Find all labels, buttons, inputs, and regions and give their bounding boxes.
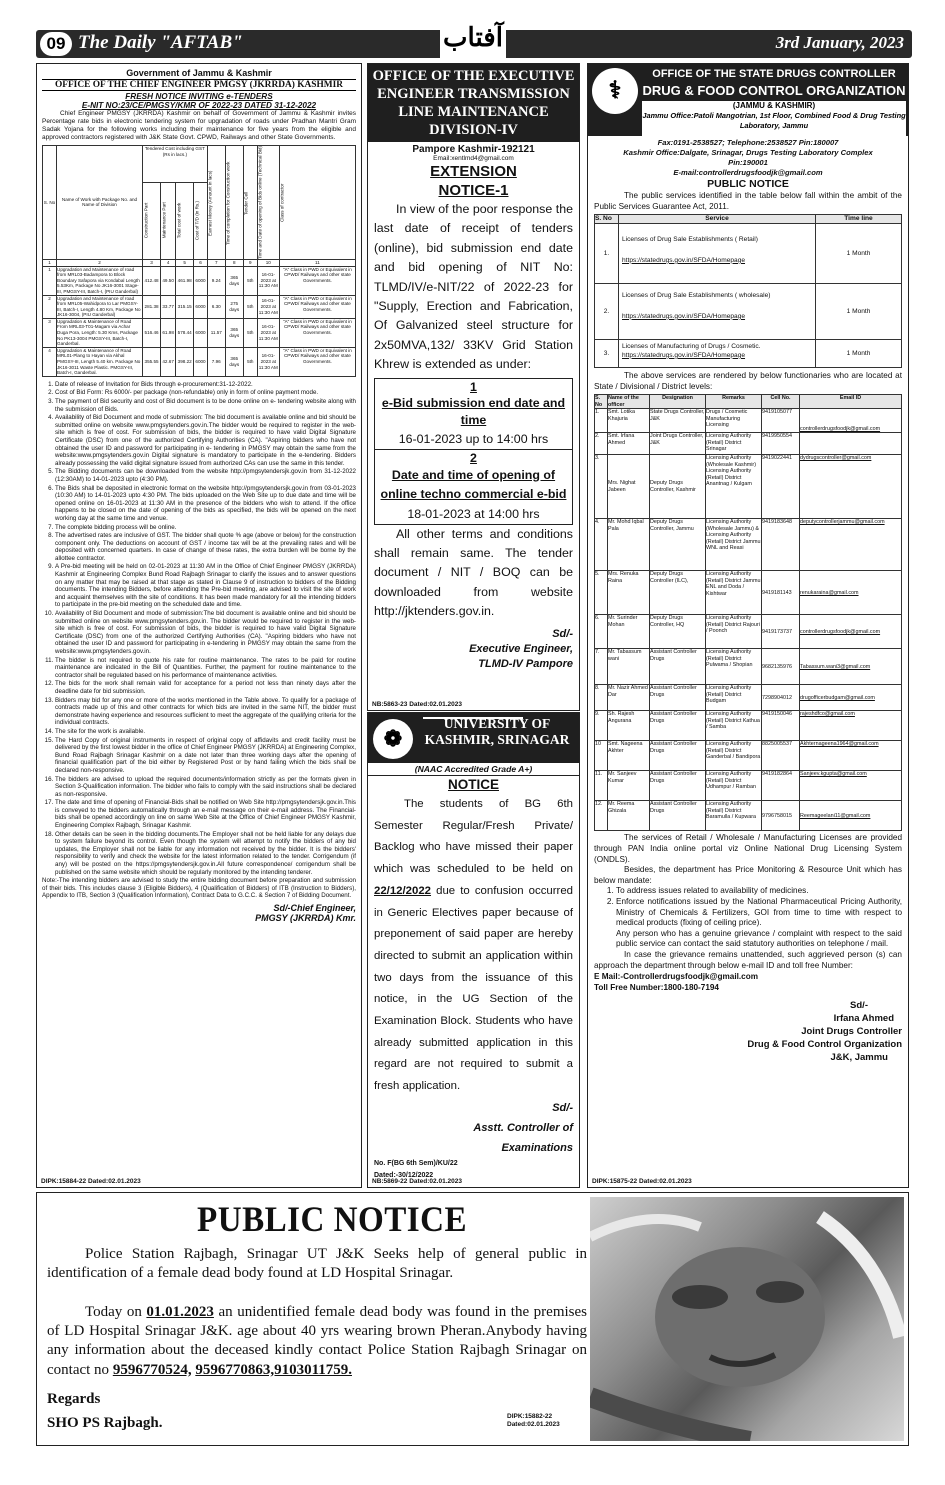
police-para1: Police Station Rajbagh, Srinagar UT J&K Seeks help of general public in identification of a female dead body found at LD Hospital Srinagar. — [47, 1246, 587, 1282]
police-regards: Regards — [47, 1391, 101, 1407]
police-notice-title: PUBLIC NOTICE — [197, 1199, 468, 1239]
list-item: 12. The bids for the work shall remain valid for acceptance for a period not less than ninety days after the deadline date for bid submission. — [55, 680, 356, 695]
service-link[interactable]: https://statedrugs.gov.in/SFDA/Homepage — [622, 312, 746, 320]
jammu-office: Jammu Office:Patoli Mangotrian, 1st Floor, Combined Food & Drug Testing Laboratory, Jammu — [642, 111, 906, 130]
police-sho: SHO PS Rajbagh. — [47, 1415, 163, 1431]
table-row: 9. Sh. Rajesh Angurana Assistant Controller Drugs Licensing Authority (Retail) District Kathua / Samba 9419150046 rajeshdfco@gmail.com — [595, 711, 902, 741]
officer-email[interactable]: rajeshdfco@gmail.com — [800, 711, 902, 741]
list-item: 5. The Bidding documents can be downloaded from the website http://pmgsytendersjk.gov.in from 31-12-2022 (12:30AM) to 14-01-2023 upto (4:30 PM). — [55, 468, 356, 483]
officers-table: S. No Name of the officer Designation Remarks Cell No. Email ID 1. Smt. Lotika Khajuria State Drugs Controller, J&K Drugs / Cosmetic Manufacturing Licensing 9419105077 controllerdrugsfoodjk@gmail.com 2. Smt. Irfana Ahmed Joint Drugs Controller, J&K Licensing Authority (Retail) District Srinagar 9419950554 3. Mrs. Nighat Jabeen Deputy Drugs Controller, Kashmir Licensing Authority (Wholesale Kashmir) Licensing Authority (Retail) District Anantnag / Kulgam 9419022441 dydrugscontroller@gmail.com 4. Mr. Mohd Iqbal Pala Deputy Drugs Controller, Jammu Licensing Authority (Wholesale Jammu) & Licensing Authority (Retail) District Jammu WNL and Reasi 9419183648 deputycontrollerjammu@gmail.com 5. Mrs. Renuka Raina Deputy Drugs Controller (ILC), Licensing Authority (Retail) District Jammu ENL and Doda / Kishtwar 9419181143 renukaraina@gmail.com 6. Mr. Surinder Mohan Deputy Drugs Controller, HQ Licensing Authority (Retail) District Rajouri / Poonch 9419173737 controllerdrugsfoodjk@gmail.com 7. Mr. Tabassum wani Assistant Controller Drugs Licensing Authority (Retail) District Pulwama / Shopian 9682135976 Tabassum.wani3@gmail.com 8. Mr. Nazir Ahmed Dar Assistant Controller Drugs Licensing Authority (Retail) District Budgam 7298904012 drugofficerbudgam@gmail.com 9. Sh. Rajesh Angurana Assistant Controller Drugs Licensing Authority (Retail) District Kathua / Samba 9419150046 rajeshdfco@gmail.com 10 Smt. Nageena Akhter Assistant Controller Drugs Licensing Authority (Retail) District Ganderbal / Bandipora 8825005537 Akhternageena1964@gmail.com 11. Mr. Sanjeev Kumar Assistant Controller Drugs Licensing Authority (Retail) District Udhampur / Ramban 9419182864 Sanjeev.kgupta@gmail.com 12. Mr. Reema Ghizala Assistant Controller Drugs Licensing Authority (Retail) District Baramulla / Kupwara 9796758015 Reemageelani11@gmail.com — [594, 394, 902, 831]
pmgsy-office: OFFICE OF THE CHIEF ENGINEER PMGSY (JKRRDA) KASHMIR — [42, 79, 356, 91]
transmission-body: In view of the poor response the last date of receipt of tenders (online), bid submission end date and bid opening of NIT No: TLMD/IV/e-NIT/22 of 2022-23 for "Supply, Erection and Fabrication, Of Galvanized steel structure for 2x50MVA,132/ 33KV Grid Station Khrew is extended as under: — [374, 202, 573, 372]
extension-heading: EXTENSION — [430, 163, 517, 180]
service-link[interactable]: https://statedrugs.gov.in/SFDA/Homepage — [622, 256, 746, 264]
pmgsy-tender-notice — [36, 63, 362, 1188]
th-total: Total cost of work — [176, 182, 194, 259]
services-table: S. No Service Time line 1. Licenses of Drug Sale Establishments ( Retail) https://statedrugs.gov.in/SFDA/Homepage 1 Month 2. Licenses of Drug Sale Establishments ( wholesale) https://statedrugs.gov.in/SFDA/Homepage 1 Month 3. Licenses of Manufacturing of Drugs / Cosmetic. https://statedrugs.gov.in/SFDA/Homepage 1 Month — [594, 214, 902, 368]
contact-phone-1[interactable]: 9596770524, — [112, 1361, 192, 1378]
kashmir-office: Kashmir Office:Dalgate, Srinagar, Drugs Testing Laboratory Complex — [623, 148, 873, 157]
drugs-para3: Any person who has a genuine grievance / complaint with respect to the said public service can contact the said statutory authorities on telephone / mail. — [616, 928, 902, 949]
university-nb: NB:5869-22 Dated:02.01.2023 — [372, 1178, 462, 1185]
list-item: 4. Availability of Bid Document and mode of submission: The bid document is available online and bid should be submitted online on website www.pmgsytenders.gov.in.The bidder would be required to register in the web-site which is free of cost. For submission of bids, the bidder is required to have valid Digital Signature Certificate (DSC) from one of the authorized Certifying Authorities (CA). "Aspiring bidders who have not obtained the user ID and password for participating in e- tendering in PMGSY may obtain the same from the website:www.pmgsytenders.gov.in Digital signature is mandatory to participate in the e-tendering. Bidders already possessing the valid digital signature issued from authorized CAs can use the same in this tender. — [55, 414, 356, 467]
list-item: 14. The site for the work is available. — [55, 728, 356, 736]
item2-value: 18-01-2023 at 14:00 hrs — [407, 506, 540, 521]
exam-date: 22/12/2022 — [374, 884, 432, 897]
list-item: 16. The bidders are advised to upload the required documents/information strictly as per the formats given in Section 3-Qualification information. The bidder who fails to comply with the said instructions shall be declared as non-responsive. — [55, 776, 356, 799]
drugs-sign4: Drug & Food Control Organization — [747, 1039, 902, 1051]
th-emd: Earnest Money (Amount in lacs) — [207, 146, 225, 260]
conditions-list — [42, 381, 356, 876]
list-item: 13. Bidders may bid for any one or more of the works mentioned in the Table above. To qualify for a package of contracts made up of this and other contracts for which bids are invited in the same NIT, the bidder must demonstrate having experience and resources sufficient to meet the aggregate of the qualifying criteria for the individual contracts. — [55, 697, 356, 727]
drugs-para2: Besides, the department has Price Monitoring & Resource Unit which has below mandate: — [594, 865, 902, 885]
list-item: 7. The complete bidding process will be online. — [55, 524, 356, 532]
mandate-list — [594, 886, 902, 928]
govt-line: Government of Jammu & Kashmir — [126, 68, 272, 78]
officer-email[interactable]: deputycontrollerjammu@gmail.com — [800, 519, 902, 571]
table-row: 1. Licenses of Drug Sale Establishments ( Retail) https://statedrugs.gov.in/SFDA/Homepage 1 Month — [595, 224, 902, 284]
notice-heading: FRESH NOTICE INVITING e-TENDERS — [125, 92, 273, 101]
drugs-seal-icon: ⚕ — [592, 68, 638, 114]
list-item: 10. Availability of Bid Document and mode of submission:The bid document is available online and bid should be submitted online on website www.pmgsytenders.gov.in. The bidder would be required to register in the web-site which is free of cost. For submission of bids, the bidder is required to have valid Digital Signature Certificate (DSC) from one of the authorized Certifying Authorities (CA). "Aspiring bidders who have not obtained the user ID and password for participating in e-tendering in PMGSY may obtain the same from the website:www.pmgsytenders.gov.in. — [55, 610, 356, 656]
table-col-number-row: 1 2 3 4 5 6 7 8 9 10 11 — [43, 259, 356, 266]
pmgsy-sign1: Sd/-Chief Engineer, — [273, 903, 356, 914]
table-row: 2 Upgradation and Maintenance of road from MRL05-Wahidpora to Lar PMGSY-III, Batch-I, Length 4.80 Km, Package No JK16-3004, (PIU Ganderbal) 281.38 33.77 315.15 6000 6.30 275 days 5th 16-01-2023 at 11:30 AM "A" Class in PWD or Equivalent in CPWD/ Railways and other state Governments. — [43, 295, 356, 318]
list-item: 11. The bidder is not required to quote his rate for routine maintenance. The rates to be paid for routine maintenance are indicated in the Bill of Quantities. Further, the payment for routine maintenance to the contractor shall be regulated based on his performance of maintenance activities. — [55, 657, 356, 680]
table-row: 8. Mr. Nazir Ahmed Dar Assistant Controller Drugs Licensing Authority (Retail) District Budgam 7298904012 drugofficerbudgam@gmail.com — [595, 685, 902, 711]
university-sign2: Asstt. Controller of — [473, 1121, 573, 1134]
table-row: 3. Licenses of Manufacturing of Drugs / Cosmetic. https://statedrugs.gov.in/SFDA/Homepage 1 Month — [595, 340, 902, 368]
naac-grade: (NAAC Accredited Grade A+) — [368, 763, 579, 776]
th-sno: S. No — [43, 146, 57, 260]
drugs-office2: DRUG & FOOD CONTROL ORGANIZATION — [642, 83, 906, 98]
table-row: 12. Mr. Reema Ghizala Assistant Controller Drugs Licensing Authority (Retail) District Baramulla / Kupwara 9796758015 Reemageelani11@gmail.com — [595, 801, 902, 831]
pmgsy-dipk: DIPK:15884-22 Dated:02.01.2023 — [41, 1178, 141, 1185]
list-item: 17. The date and time of opening of Financial-Bids shall be notified on Web Site http://pmgsytendersjk.gov.in.This is conveyed to the bidders automatically through an e-mail message on their e-mail address. The Financial-bids shall be opened accordingly on line on same Web Site at the Office of Chief Engineer PMGSY Kashmir, Engineering Complex Rajbagh, Srinagar Kashmir. — [55, 799, 356, 829]
university-notice-heading: NOTICE — [447, 777, 499, 792]
table-row: 2. Smt. Irfana Ahmed Joint Drugs Controller, J&K Licensing Authority (Retail) District Srinagar 9419950554 — [595, 433, 902, 455]
transmission-closing: All other terms and conditions shall remain same. The tender document / NIT / BOQ can be downloaded from website http://jktenders.gov.in. — [374, 526, 573, 619]
transmission-sign3: TLMD-IV Pampore — [478, 657, 573, 670]
transmission-office: OFFICE OF THE EXECUTIVE ENGINEER TRANSMISSION LINE MAINTENANCE DIVISION-IV — [368, 64, 579, 142]
item1-title: e-Bid submission end date and time — [381, 395, 566, 427]
list-item: 2. Enforce notifications issued by the National Pharmaceutical Pricing Authority, Ministry of Chemicals & Fertilizers, GOI from time to time with respect to medical products (fixing of ceiling price). — [616, 897, 902, 929]
kashmir-university-notice — [367, 712, 580, 1188]
table-row: 7. Mr. Tabassum wani Assistant Controller Drugs Licensing Authority (Retail) District Pulwama / Shopian 9682135976 Tabassum.wani3@gmail.com — [595, 649, 902, 685]
table-row: 4 Upgradation & Maintenance of Road MRL01-Plang to Hayan via Akhal PMGSY-III, Length 5.40 km. Package No JK16-3011 Waste Plastic. PMGSY-III, Batch-I, Ganderbal. 355.55 42.67 398.22 6000 7.96 365 days 5th 16-01-2023 at 11:30 AM "A" Class in PWD or Equivalent in CPWD/ Railways and other state Governments. — [43, 347, 356, 376]
th-group: Tendered Cost including GST (Rs in lacs.) — [143, 146, 208, 183]
officer-email[interactable]: Tabassum.wani3@gmail.com — [800, 649, 902, 685]
table-row: 4. Mr. Mohd Iqbal Pala Deputy Drugs Controller, Jammu Licensing Authority (Wholesale Jammu) & Licensing Authority (Retail) District Jammu WNL and Reasi 9419183648 deputycontrollerjammu@gmail.com — [595, 519, 902, 571]
university-body: The students of BG 6th Semester Regular/Fresh Private/ Backlog who have missed their paper which was scheduled to be held on 22/12/2022 due to confusion occurred in Generic Electives paper because of preponement of said paper are hereby directed to submit an application within two days from the issuance of this notice, in the UG Section of the Examination Block. Students who have already submitted application in this regard are not required to submit a fresh application. — [374, 798, 574, 1093]
list-item: 3. The payment of Bid security and cost of Bid document is to be done online on e- tendering website along with the submission of Bids. — [55, 398, 356, 413]
police-dipk: DIPK:15882-22 — [507, 1413, 553, 1420]
transmission-place: Pampore Kashmir-192121 — [412, 144, 535, 155]
toll-free-number: Toll Free Number:1800-180-7194 — [594, 983, 719, 993]
list-item: 8. The advertised rates are inclusive of GST. The bidder shall quote % age (above or below) for the construction component only. The deductions on account of GST / income tax will be at the prevailing rates and will be deposited with concerned quarters. In case of change of these rates, the extra burden will be borne by the allottee contractor. — [55, 532, 356, 562]
works-table — [42, 145, 356, 377]
table-row: 5. Mrs. Renuka Raina Deputy Drugs Controller (ILC), Licensing Authority (Retail) District Jammu ENL and Doda / Kishtwar 9419181143 renukaraina@gmail.com — [595, 571, 902, 615]
table-row: 1. Smt. Lotika Khajuria State Drugs Controller, J&K Drugs / Cosmetic Manufacturing Licensing 9419105077 controllerdrugsfoodjk@gmail.com — [595, 409, 902, 433]
drugs-sign2: Irfana Ahmed — [833, 1013, 894, 1025]
drugs-email: E-mail:controllerdrugsfoodjk@gmail.com — [673, 168, 823, 177]
photo-cloth-shape — [820, 1217, 900, 1337]
photo-eye-shape — [756, 1281, 804, 1303]
transmission-nb: NB:5863-23 Dated:02.01.2023 — [372, 701, 462, 708]
officer-email[interactable]: Akhternageena1964@gmail.com — [800, 741, 902, 771]
drugs-office1: OFFICE OF THE STATE DRUGS CONTROLLER — [652, 68, 896, 80]
body-found-date: 01.01.2023 — [146, 1304, 214, 1320]
th-class: Class of contractor — [279, 146, 355, 260]
issue-date: 3rd January, 2023 — [775, 33, 904, 52]
list-item: 6. The Bids shall be deposited in electronic format on the website http://pmgsytendersjk.gov.in from 03-01-2023 (10:30 AM) to 14-01-2023 upto 4:30 PM. The bids uploaded on the Web Site up to due date and time will be opened online on 16-01-2023 at 11:30 AM in the presence of the bidders who wish to attend. If the office happens to be closed on the date of opening of the bids as specified, the bids will be opened on the next working day at the same time and venue. — [55, 485, 356, 523]
list-item: 18. Other details can be seen in the bidding documents.The Employer shall not be held liable for any delays due to system failure beyond its control. Even though the system will attempt to notify the bidders of any bid updates, the Employer shall not be liable for any information not received by the bidder. It is the bidders' responsibility to verify and check the website for the latest information related to the tender. Corrigendum (if any) will be posted on the https://pmgsytendersjk.gov.in.All future correspondence/ corrigendum shall be published on the same website which should be regularly monitored by the intending tenderer. — [55, 831, 356, 877]
pmgsy-intro: Chief Engineer PMGSY (JKRRDA) Kashmir on behalf of Government of Jammu & Kashmir invites Percentage rate bids in electronic tendering system for upgradation of roads under Pradhan Mantri Gram Sadak Yojana for the following works including their maintenance for five years from the eligible and approved contractors registered with J&K State Govt. CPWD, Railways and other State Governments. — [42, 110, 356, 141]
transmission-sign1: Sd/- — [552, 627, 573, 640]
drugs-sign5: J&K, Jammu — [830, 1052, 888, 1064]
transmission-email: Email:xentlmd4@gmail.com — [433, 155, 514, 162]
transmission-sign2: Executive Engineer, — [469, 642, 573, 655]
drugs-dipk: DIPK:15875-22 Dated:02.01.2023 — [592, 1178, 692, 1185]
drugs-controller-notice — [587, 63, 909, 1188]
photo-eye-shape — [672, 1285, 728, 1309]
list-item: 15. The Hard Copy of original instruments in respect of original copy of affidavits and credit facility must be delivered by the first lowest bidder in the office of Chief Engineer PMGSY (JKRRDA) at Engineering Complex, Bund Road Rajbagh Srinagar Kashmir on a date not later than three working days after the opening of financial qualification part of the bid either by Registered Post or by hand failing which the bids shall be declared non-responsive. — [55, 737, 356, 775]
contact-phone-2[interactable]: 9596770863,9103011759. — [195, 1361, 352, 1378]
aftab-logo: آفتاب — [440, 18, 506, 58]
drugs-sign1: Sd/- — [850, 1000, 868, 1012]
university-sign3: Examinations — [501, 1141, 573, 1154]
officer-email[interactable]: drugofficerbudgam@gmail.com — [800, 685, 902, 711]
university-emblem-icon: ❁ — [373, 719, 413, 759]
police-dated: Dated:02.01.2023 — [507, 1421, 560, 1428]
table-row: 6. Mr. Surinder Mohan Deputy Drugs Controller, HQ Licensing Authority (Retail) District Rajouri / Poonch 9419173737 controllerdrugsfoodjk@gmail.com — [595, 615, 902, 649]
th-construction: Construction Part — [143, 182, 161, 259]
pmgsy-note: Note:-The intending bidders are advised to study the entire bidding document before preparation and submission of their bids. This includes clause 3 (Eligible Bidders), 4 (Qualification of Bidders) of ITB (Instruction to Bidders), Appendix to ITB, Section 3 (Qualification Information), Contract Data to G.C.C. & Section 7 of Bidding Document. — [42, 877, 356, 900]
pmgsy-sign2: PMGSY (JKRRDA) Kmr. — [255, 913, 356, 924]
officers-intro: The above services are rendered by below functionaries who are located at State / Divisional / District levels: — [594, 371, 902, 391]
officer-email[interactable]: controllerdrugsfoodjk@gmail.com — [800, 409, 902, 433]
officer-email[interactable]: Reemageelani11@gmail.com — [800, 801, 902, 831]
th-time: Time of completion for Construction work — [225, 146, 243, 260]
officer-email[interactable]: controllerdrugsfoodjk@gmail.com — [800, 615, 902, 649]
university-title: UNIVERSITY OF KASHMIR, SRINAGAR — [424, 716, 570, 747]
photo-shapes — [590, 1197, 904, 1441]
page-number: 09 — [40, 32, 72, 56]
table-row: 1 Upgradation and Maintenance of road from MRL03-Badampora to Block Boundary Safapora via Kondabal Length 5.53Km, Package No JK16-3001 Stage-III, PMGSY-III, Batch-I, (PIU Ganderbal) 412.48 49.50 461.98 6000 9.24 365 days 5th 16-01-2023 at 11:30 AM "A" Class in PWD or Equivalent in CPWD/ Railways and other state Governments. — [43, 266, 356, 295]
drugs-banner — [588, 64, 908, 136]
university-sign1: Sd/- — [552, 1101, 573, 1114]
item2-title: Date and time of opening of online techno commercial e-bid — [380, 467, 567, 501]
officer-email[interactable]: Sanjeev.kgupta@gmail.com — [800, 771, 902, 801]
table-row: 10 Smt. Nageena Akhter Assistant Controller Drugs Licensing Authority (Retail) District Ganderbal / Bandipora 8825005537 Akhternageena1964@gmail.com — [595, 741, 902, 771]
enit-number: E-NIT NO:23/CE/PMGSY/KMR OF 2022-23 DATED 31-12-2022 — [81, 101, 317, 110]
university-dated: Dated:-30/12/2022 — [374, 1171, 434, 1179]
drugs-state: (JAMMU & KASHMIR) — [732, 101, 816, 110]
notice-1-heading: NOTICE-1 — [438, 182, 509, 199]
officer-email[interactable] — [800, 433, 902, 455]
th-td: Cost of T/D (in Rs.) — [194, 182, 208, 259]
th-work: Name of Work with Package No. and Name of Division — [57, 146, 143, 260]
drugs-public-notice-heading: PUBLIC NOTICE — [707, 178, 789, 190]
police-para2: Today on 01.01.2023 an unidentified female dead body was found in the premises of LD Hospital Srinagar J&K. age about 40 yrs wearing brown Pheran.Anybody having any information about the deceased kindly contact Police Station Rajbagh Srinagar on contact no 9596770524, 9596770863,9103011759. — [47, 1304, 588, 1378]
table-row: 3. Mrs. Nighat Jabeen Deputy Drugs Controller, Kashmir Licensing Authority (Wholesale Kashmir) Licensing Authority (Retail) District Anantnag / Kulgam 9419022441 dydrugscontroller@gmail.com — [595, 455, 902, 519]
th-cell: Tender Cell — [243, 146, 257, 260]
police-public-notice — [36, 1192, 909, 1446]
photo-shadow-shape — [590, 1397, 750, 1441]
list-item: 2. Cost of Bid Form: Rs 6000/- per package (non-refundable) only in form of online payment mode. — [55, 389, 356, 397]
paper-name: The Daily "AFTAB" — [78, 32, 243, 53]
list-item: 1. To address issues related to availability of medicines. — [616, 886, 902, 897]
photo-cloth-shape — [590, 1219, 700, 1237]
drugs-sign3: Joint Drugs Controller — [801, 1026, 902, 1038]
item1-value: 16-01-2023 up to 14:00 hrs — [375, 429, 572, 450]
officer-email[interactable]: renukaraina@gmail.com — [800, 571, 902, 615]
officer-email[interactable]: dydrugscontroller@gmail.com — [800, 455, 902, 519]
list-item: 9. A Pre-bid meeting will be held on 02-01-2023 at 11:30 AM in the Office of Chief Engineer PMGSY (JKRRDA) Kashmir at Engineering Complex Bund Road Rajbagh Srinagar to clarify the issues and to answer questions on any matter that may be raised at that stage as stated in Clause 9 of instruction to bidders of the Bidding documents. The intending Bidders, before attending the Pre-bid meeting, are advised to visit the site of work and acquaint themselves with the site of conditions. It has been made mandatory for all the intending bidders to participate in the pre-bid meeting on the scheduled date and time. — [55, 563, 356, 609]
th-maintenance: Maintenance Part — [161, 182, 176, 259]
table-row: 2. Licenses of Drug Sale Establishments ( wholesale) https://statedrugs.gov.in/SFDA/Homepage 1 Month — [595, 284, 902, 340]
deceased-photo — [590, 1197, 904, 1441]
drugs-fax: Fax:0191-2538527; Telephone:2538527 Pin:180007 — [657, 138, 839, 147]
university-ref: No. F(BG 6th Sem)/KU/22 — [374, 1159, 458, 1167]
table-row: 11. Mr. Sanjeev Kumar Assistant Controller Drugs Licensing Authority (Retail) District Udhampur / Ramban 9419182864 Sanjeev.kgupta@gmail.com — [595, 771, 902, 801]
drugs-para4: In case the grievance remains unattended, such aggrieved person (s) can approach the department through below e-mail ID and toll free Number: — [594, 949, 902, 970]
extension-schedule: 1 e-Bid submission end date and time 16-01-2023 up to 14:00 hrs 2 Date and time of opening of online techno commercial e-bid 18-01-2023 at 14:00 hrs — [374, 378, 573, 525]
drugs-pin: Pin:190001 — [728, 158, 768, 167]
drugs-intro: The public services identified in the table below fall within the ambit of the Public Services Guarantee Act, 2011. — [594, 191, 902, 211]
th-open: Time and Date of opening of Bids online (Technical Bid) — [257, 146, 279, 260]
drugs-para1: The services of Retail / Wholesale / Manufacturing Licenses are provided through PAN India online portal viz Online National Drug Licensing System (ONDLS). — [594, 833, 902, 864]
table-row: 3 Upgradation & Maintenance of Road From MRL03-T01-Magam via Achar Duga Pora, Length: 5.30 Kms, Package No PK13-3004 PMGSY-III, Batch-I, Ganderbal. 516.46 61.98 578.44 6000 11.57 365 days 5th 16-01-2023 at 11:30 AM "A" Class in PWD or Equivalent in CPWD/ Railways and other state Governments. — [43, 318, 356, 347]
grievance-email[interactable]: E Mail:-Controllerdrugsfoodjk@gmail.com — [594, 972, 759, 982]
transmission-extension-notice — [367, 63, 580, 711]
service-link[interactable]: https://statedrugs.gov.in/SFDA/Homepage — [622, 351, 746, 359]
list-item: 1. Date of release of Invitation for Bids through e-procurement:31-12-2022. — [55, 381, 356, 389]
university-banner — [368, 713, 579, 763]
